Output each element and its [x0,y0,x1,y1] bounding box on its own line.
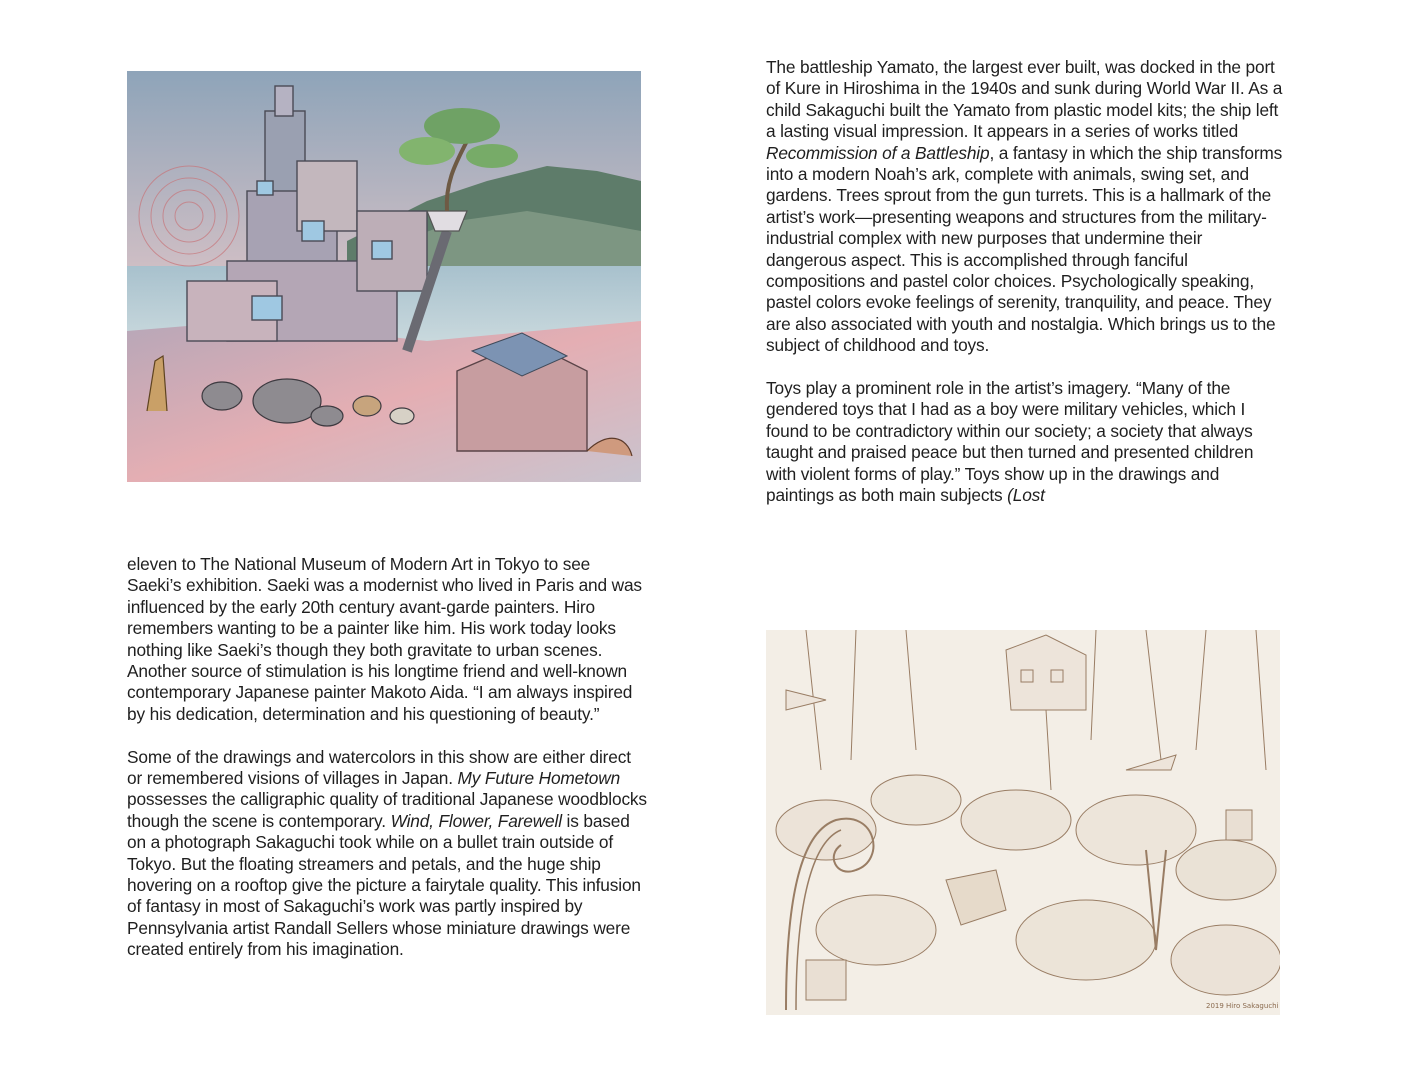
artwork-title-recommission: Recommission of a Battleship [766,142,990,163]
text-run: The battleship Yamato, the largest ever built, was docked in the port of Kure in Hiroshima in the 1940s and sunk during World War II. As a child Sakaguchi built the Yamato from plastic model kits; the ship left a lasting visual impression. It appears in a series of works titled [766,57,1283,142]
text-run: eleven to The National Museum of Modern Art in Tokyo to see Saeki’s exhibition. Saeki was a modernist who lived in Paris and was influenced by the early 20th century avant-garde painters. Hiro remembers wanting to be a painter like him. His work today looks nothing like Saeki’s though they both gravitate to urban scenes. Another source of stimulation is his longtime friend and well-known contemporary Japanese painter Makoto Aida. “I am always inspired by his dedication, determination and his questioning of beauty.” [127,554,642,724]
text-run: possesses the calligraphic quality of traditional Japanese woodblocks though the scene is contemporary. [127,789,647,831]
artwork-title-wind-flower-farewell: Wind, Flower, Farewell [390,810,562,831]
toy-landscape-drawing [766,630,1280,1015]
text-run: , a fantasy in which the ship transforms into a modern Noah’s ark, complete with animals, swing set, and gardens. Trees sprout from the gun turrets. This is a hallmark of the artist’s work—presenting weapons and structures from the military-industrial complex with new purposes that undermine their dangerous aspect. This is accomplished through fanciful compositions and pastel color choices. Psychologically speaking, pastel colors evoke feelings of serenity, tranquility, and peace. They are also associated with youth and nostalgia. Which brings us to the subject of childhood and toys. [766,142,1283,356]
text-run: Some of the drawings and watercolors in this show are either direct or remembered visions of villages in Japan. [127,746,631,789]
right-paragraph-2 [766,378,1286,506]
right-paragraph-1 [766,57,1286,357]
text-run: Toys play a prominent role in the artist’s imagery. “Many of the gendered toys that I had as a boy were military vehicles, which I found to be contradictory within our society; a society that always taught and praised peace but then turned and presented children with violent forms of play.” Toys show up in the drawings and paintings as both main subjects [766,378,1254,506]
left-body-text [127,554,647,961]
battleship-ark-painting [127,71,641,482]
left-paragraph-2 [127,747,647,961]
left-paragraph-1 [127,554,647,725]
right-page [703,0,1406,1086]
text-run: is based on a photograph Sakaguchi took while on a bullet train outside of Tokyo. But the floating streamers and petals, and the huge ship hovering on a rooftop give the picture a fairytale quality. This infusion of fantasy in most of Sakaguchi’s work was partly inspired by Pennsylvania artist Randall Sellers whose miniature drawings were created entirely from his imagination. [127,810,641,960]
drawing-signature: 2019 Hiro Sakaguchi [1206,1002,1279,1010]
right-body-text [766,57,1286,507]
artwork-title-my-future-hometown: My Future Hometown [457,768,621,789]
italic-continuation: (Lost [1007,485,1045,506]
